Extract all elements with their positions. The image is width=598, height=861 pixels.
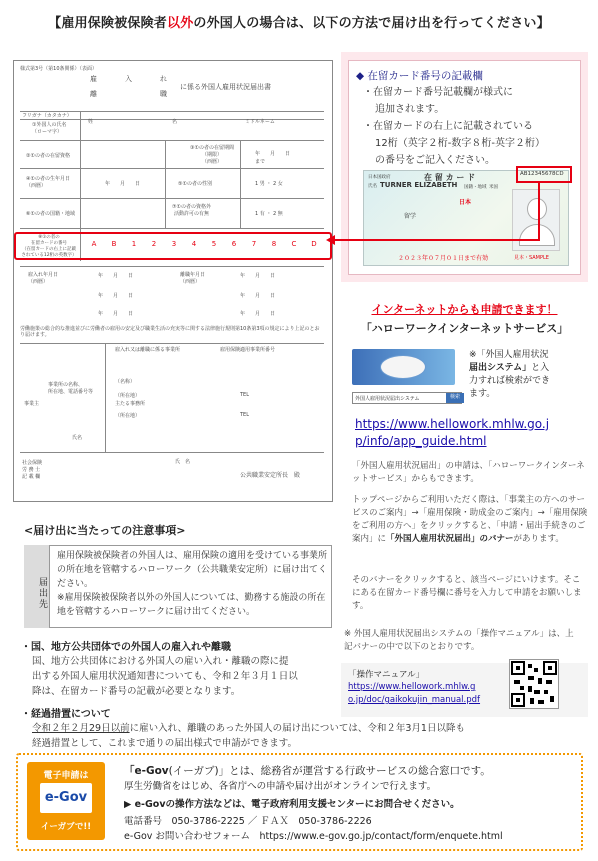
card-number: AB12345678CD <box>520 171 564 177</box>
footer-line1-text: 」とは、総務省が運営する行政サービスの総合窓口です。 <box>218 765 491 777</box>
internet-paragraph-2-text: トップページからご利用いただく際は、「事業主の方へのサービスのご案内」→「雇用保険・助成金のご案内」→「雇用保険をご利用の方へ」をクリックすると、「申請・届出手続きのご案内」に <box>352 495 588 544</box>
form-date-ymd: 年 月 日 <box>98 293 134 299</box>
notes-text-2: ※雇用保険被保険者以外の外国人については、勤務する施設の所在地を管轄するハローワークに届け出てください。 <box>57 593 326 617</box>
section-public-text: 降は、在留カード番号の記載が必要となります。 <box>32 686 241 697</box>
card-sample: 見本・SAMPLE <box>514 255 549 261</box>
footer-contact-form: e-Gov お問い合わせフォーム https://www.e-gov.go.jp/contact/form/enquete.html <box>124 831 503 842</box>
card-nationality: 米国 <box>489 185 498 190</box>
form-date-ymd: 年 月 日 <box>98 311 134 317</box>
card-name: TURNER ELIZABETH <box>380 181 458 189</box>
card-country: 日本国政府 <box>368 175 391 180</box>
card-digit: 3 <box>171 240 177 248</box>
manual-link-text: o.jp/doc/gaikokujin_manual.pdf <box>348 695 481 705</box>
manual-link-text: https://www.hellowork.mhlw.g <box>348 682 476 692</box>
page-title <box>10 12 588 31</box>
form-row-birth: ④①の者の生年月日 （西暦） <box>26 176 70 189</box>
form-address-label: （所在地） <box>115 413 141 419</box>
notes-label: 届出先 <box>24 545 50 628</box>
card-number-highlight <box>516 166 572 183</box>
form-row-period: ③①の者の在留期間 （期限） （西暦） <box>190 145 234 165</box>
section-public-text: 国、地方公共団体における外国人の雇い入れ・離職の際に提 <box>32 656 289 667</box>
form-surname: 姓 <box>88 119 94 125</box>
search-button[interactable] <box>446 393 464 403</box>
card-digit: 6 <box>231 240 237 248</box>
form-business-info: 事業所の名称、 所在地、電話番号等 <box>48 382 94 395</box>
footer-phone-fax: 電話番号 050-3786-2225 ／ ＦＡＸ 050-3786-2226 <box>124 816 372 827</box>
form-row-status: ②①の者の在留資格 <box>26 153 70 159</box>
form-tel: TEL <box>240 392 249 398</box>
form-insurance-number: 雇用保険適用事業所番号 <box>220 347 276 353</box>
arrow-line <box>334 239 540 241</box>
card-japan: 日本 <box>459 199 472 206</box>
residence-card-bullet1: ・在留カード番号記載欄が様式に <box>363 87 513 98</box>
internet-service-name: 「ハローワークインターネットサービス」 <box>360 322 569 335</box>
footer-egov-kana: (イーガブ) <box>168 765 219 777</box>
section-public-heading: ・国、地方公共団体での外国人の雇入れや離職 <box>21 642 231 653</box>
residence-card-bullet2: ・在留カードの右上に記載されている <box>363 121 533 132</box>
card-digit: 4 <box>191 240 197 248</box>
form-chief: 公共職業安定所長 殿 <box>240 472 301 479</box>
form-given-name: 名 <box>172 119 178 125</box>
form-office: 雇入れ又は離職に係る事業所 <box>115 347 181 353</box>
form-middle-name: ミドルネーム <box>245 119 275 125</box>
card-name-label: 氏名 <box>368 184 377 189</box>
card-digit: 1 <box>131 240 137 248</box>
form-row-nationality: ⑥①の者の国籍・地域 <box>26 211 75 217</box>
form-row-sex: ⑤①の者の性別 <box>178 181 212 187</box>
card-expiry: ２０２３年０７月０１日まで有効 <box>398 255 489 262</box>
card-digit: 8 <box>271 240 277 248</box>
form-row-permission: ⑦①の者の資格外 活動許可の有無 <box>172 204 211 217</box>
section-transition-line1 <box>32 721 465 736</box>
section-transition-text: に雇い入れ、離職のあった外国人の届け出については、令和２年3月1日以降も <box>129 723 465 734</box>
card-title: 在 留 カ ー ド <box>424 173 476 182</box>
egov-badge-top: 電子申請は <box>43 771 89 781</box>
egov-badge-bottom: イーガブで!! <box>40 822 92 832</box>
form-hire-date: 雇入れ年月日 （西暦） <box>28 272 59 285</box>
search-hint-text: ます。 <box>469 389 496 399</box>
footer-line1 <box>124 764 491 778</box>
search-hint-text: ※「外国人雇用状況 <box>469 350 549 360</box>
card-digit: D <box>311 240 317 248</box>
title-part: 【雇用保険被保険者 <box>48 16 167 31</box>
form-row-period-value: 年 月 日 まで <box>255 151 291 165</box>
form-sharoushi: 社会保険 労 務 士 記 載 欄 <box>22 460 43 480</box>
internet-paragraph-2-text: があります。 <box>513 534 564 544</box>
title-part: の外国人の場合は、以下の方法で届け出を行ってください】 <box>193 16 550 31</box>
search-button-label: 検索 <box>449 394 460 400</box>
internet-paragraph-2 <box>352 494 588 546</box>
form-law-text: 労働施策の総合的な推進並びに労働者の雇用の安定及び職業生活の充実等に関する法律施行規則第10条第3項の規定により上記のとおり届けます。 <box>20 326 320 338</box>
footer-line3: ▶ e-Govの操作方法などは、電子政府利用支援センターにお問合せください。 <box>124 799 460 810</box>
section-transition-date: 令和２年２月29日以前 <box>32 723 130 734</box>
form-name2: 氏 名 <box>175 459 191 465</box>
internet-paragraph-1: 「外国人雇用状況届出」の申請は、「ハローワークインターネットサービス」からもできます。 <box>352 461 585 484</box>
form-row-sex-value: 1 男 ・ 2 女 <box>255 181 283 187</box>
footer-line2: 厚生労働省をはじめ、各省庁への申請や届け出がオンラインで行えます。 <box>124 781 437 792</box>
qr-code-icon <box>509 659 559 709</box>
section-transition-heading: ・経過措置について <box>21 709 111 720</box>
form-row-permission-value: 1 有 ・ 2 無 <box>255 211 283 217</box>
form-furigana: フリガナ（カタカナ） <box>22 113 72 119</box>
app-guide-link-text: https://www.hellowork.mhlw.go.j <box>355 417 550 431</box>
app-guide-link-text: p/info/app_guide.html <box>355 434 487 448</box>
form-row-name: ①外国人の氏名 （ローマ字） <box>32 122 67 135</box>
app-guide-link[interactable] <box>355 416 588 450</box>
form-address-label: （所在地） <box>115 393 141 399</box>
internet-paragraph-3: そのバナーをクリックすると、該当ページにいけます。そこにある在留カード番号欄に番号を入力して申請をお願いします。 <box>352 575 582 611</box>
form-date-ymd: 年 月 日 <box>240 311 276 317</box>
card-status: 留学 <box>404 213 417 220</box>
form-title-leave: 離 職 <box>90 90 167 98</box>
residence-card-bullet1-cont: 追加されます。 <box>375 104 445 115</box>
residence-card-bullet2-end: の番号をご記入ください。 <box>375 155 495 166</box>
footer-egov: 「e-Gov <box>124 765 169 777</box>
form-header: 様式第3号（第10条関係）（表面） <box>20 66 98 72</box>
card-digit: A <box>91 240 97 248</box>
card-photo <box>512 189 560 251</box>
manual-label: 「操作マニュアル」 <box>348 670 425 680</box>
form-main-office: 主たる事務所 <box>115 401 146 407</box>
form-date-ymd: 年 月 日 <box>240 273 276 279</box>
search-input-text: 外国人雇用状況届出システム <box>355 396 420 402</box>
form-signature: 氏名 <box>72 435 83 441</box>
notes-heading: <届け出に当たっての注意事項> <box>24 524 186 537</box>
card-digit: C <box>291 240 297 248</box>
manual-link[interactable] <box>348 681 508 707</box>
internet-paragraph-4: ※ 外国人雇用状況届出システムの「操作マニュアル」は、上記バナーの中で以下のとおりです。 <box>344 629 574 652</box>
title-emphasis: 以外 <box>167 16 194 31</box>
form-employer: 事業主 <box>24 401 40 407</box>
section-public-text: 出する外国人雇用状況通知書についても、令和２年３月１日以 <box>32 671 298 682</box>
form-title-hire: 雇 入 れ <box>90 75 167 83</box>
notes-text <box>57 549 329 619</box>
internet-headline: インターネットからも申請できます！ <box>371 303 558 316</box>
search-hint-text: 力すれば検索ができ <box>469 376 551 386</box>
hellowork-banner-image[interactable] <box>352 349 455 385</box>
search-hint <box>469 349 589 401</box>
search-hint-keyword: 届出システム」 <box>469 363 532 373</box>
internet-paragraph-2-emphasis: 「外国人雇用状況届出」のバナー <box>386 534 514 544</box>
card-digit: 5 <box>211 240 217 248</box>
form-date-ymd: 年 月 日 <box>240 293 276 299</box>
arrow-line-vertical <box>538 183 540 241</box>
card-nationality-label: 国籍・地域 <box>464 185 487 190</box>
form-name-label: （名称） <box>115 379 136 385</box>
egov-logo: e-Gov <box>40 783 92 813</box>
form-date-ymd: 年 月 日 <box>98 273 134 279</box>
form-row-birth-value: 年 月 日 <box>105 181 141 187</box>
residence-card-heading: ◆ 在留カード番号の記載欄 <box>356 70 483 82</box>
section-transition-text: 経過措置として、これまで通りの届出様式で申請ができます。 <box>32 738 298 749</box>
arrow-left-icon <box>326 235 335 245</box>
form-row-card-number: ⑧①の者の 在留カードの番号 （在留カードの右上に記載されている12桁の英数字） <box>21 235 77 258</box>
notes-text-1: 雇用保険被保険者の外国人は、雇用保険の適用を受けている事業所の所在地を管轄するハローワーク（公共職業安定所）に届け出てください。 <box>57 551 328 589</box>
search-hint-text: と入 <box>531 363 550 373</box>
residence-card-bullet2-cont: 12桁（英字２桁-数字８桁-英字２桁） <box>375 138 545 149</box>
card-digit: 7 <box>251 240 257 248</box>
card-digit: B <box>111 240 117 248</box>
form-title: に係る外国人雇用状況届出書 <box>180 83 271 91</box>
form-tel: TEL <box>240 412 249 418</box>
form-leave-date: 離職年月日 （西暦） <box>180 272 206 285</box>
card-digit: 2 <box>151 240 157 248</box>
